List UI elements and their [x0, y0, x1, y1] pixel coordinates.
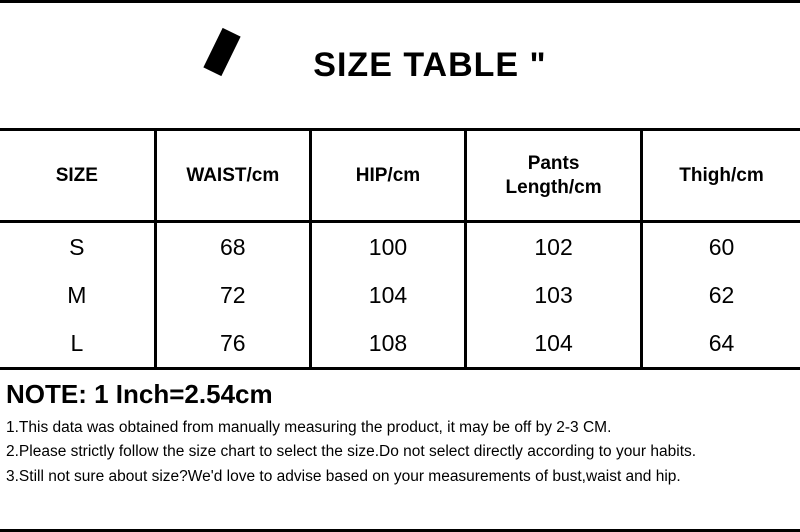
column-header-thigh — [642, 131, 800, 222]
cell-thigh: 60 — [708, 233, 735, 260]
column-header-thigh-line-1: Thigh/cm — [679, 164, 764, 186]
column-header-size-line-1: SIZE — [55, 164, 98, 186]
note-heading: NOTE: 1 Inch=2.54cm — [6, 379, 273, 409]
cell-pants-length: 104 — [466, 319, 642, 369]
table-body — [0, 222, 800, 369]
note-line-2: 2.Please strictly follow the size chart to select the size.Do not select directly according to your habits. — [6, 443, 697, 461]
table-row — [0, 319, 800, 369]
page-title: SIZE TABLE " — [313, 46, 547, 84]
cell-size: M — [0, 271, 155, 319]
size-table — [0, 131, 800, 370]
table-header-row — [0, 131, 800, 222]
cell-pants-length: 102 — [466, 222, 642, 272]
cell-size: S — [0, 222, 155, 272]
column-header-hip-line-1: HIP/cm — [355, 164, 421, 186]
column-header-waist-line-1: WAIST/cm — [186, 164, 280, 186]
column-header-pants-length — [466, 131, 642, 222]
column-header-hip — [310, 131, 465, 222]
column-header-pants-length-line-2: Length/cm — [505, 176, 602, 198]
title-block — [0, 3, 800, 131]
table-header — [0, 131, 800, 222]
column-header-pants-length-line-1: Pants — [527, 152, 580, 174]
table-row — [0, 271, 800, 319]
cell-hip: 108 — [310, 319, 465, 369]
cell-size: L — [0, 319, 155, 369]
cell-waist: 76 — [155, 319, 310, 369]
note-line-1: 1.This data was obtained from manually measuring the product, it may be off by 2-3 CM. — [6, 419, 612, 436]
cell-hip: 104 — [310, 271, 465, 319]
note-line-3: 3.Still not sure about size?We'd love to advise based on your measurements of bust,waist and hip. — [6, 467, 681, 485]
column-header-waist — [155, 131, 310, 222]
notes-section — [0, 370, 800, 489]
slash-mark-icon — [203, 28, 240, 76]
column-header-size — [0, 131, 155, 222]
cell-pants-length: 103 — [466, 271, 642, 319]
cell-waist: 72 — [155, 271, 310, 319]
cell-thigh: 64 — [642, 319, 800, 369]
cell-thigh: 62 — [708, 281, 735, 308]
table-row — [0, 222, 800, 272]
cell-hip: 100 — [310, 222, 465, 272]
cell-waist: 68 — [155, 222, 310, 272]
